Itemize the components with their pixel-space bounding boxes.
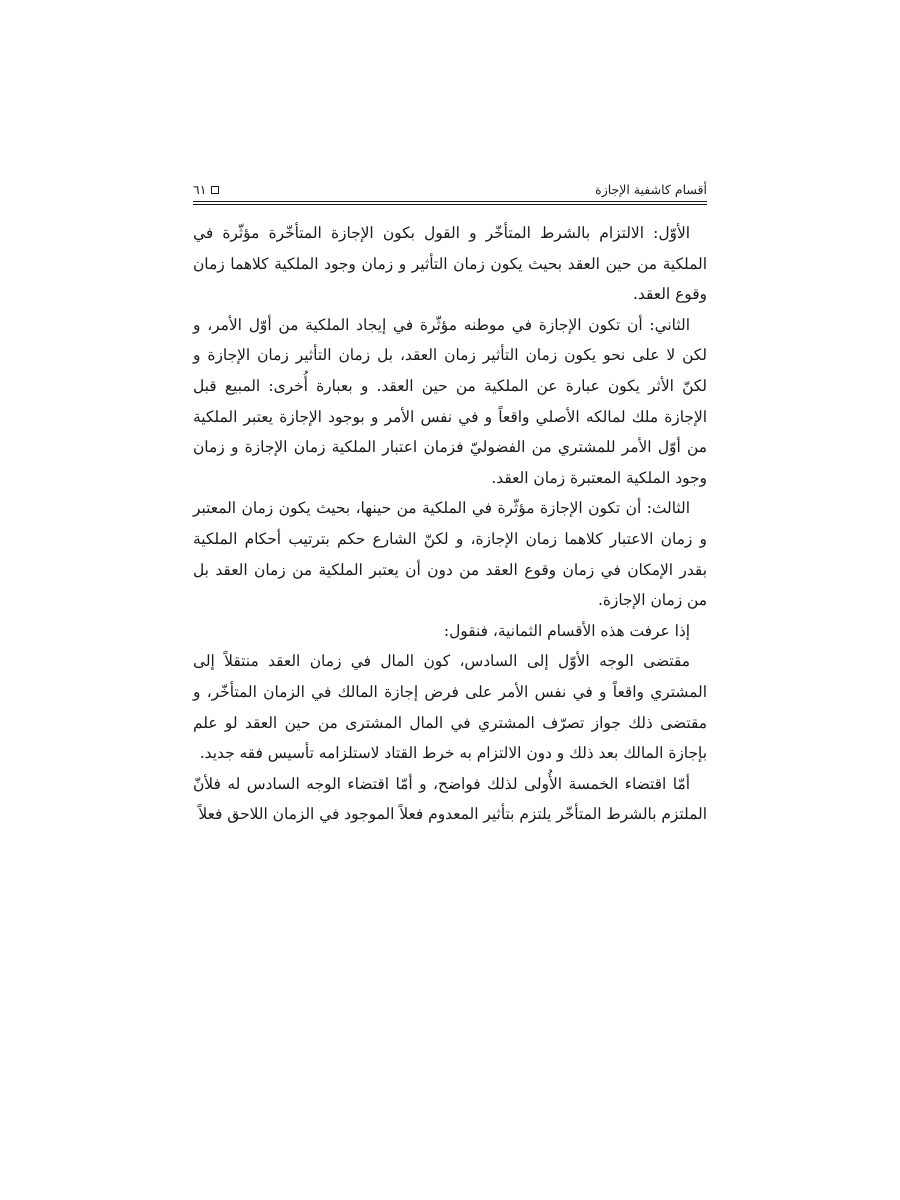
body-text — [193, 218, 707, 830]
square-icon — [211, 186, 219, 194]
running-header — [193, 170, 707, 200]
paragraph-explanation: أمّا اقتضاء الخمسة الأُولى لذلك فواضح، و أمّا اقتضاء الوجه السادس له فلأنّ الملتزم بالشرط المتأخّر يلتزم بتأثير المعدوم فعلاً الموجود في الزمان اللاحق فعلاً — [193, 774, 707, 824]
paragraph-first: الأوّل: الالتزام بالشرط المتأخّر و القول بكون الإجازة المتأخّرة مؤثّرة في الملكية من حين العقد بحيث يكون زمان التأثير و زمان وجود الملكية كلاهما زمان وقوع العقد. — [193, 224, 707, 304]
page-number: ٦١ — [193, 181, 207, 197]
header-rule-thick — [193, 201, 707, 202]
page-number-block — [193, 181, 219, 197]
book-page — [193, 170, 707, 830]
paragraph-second: الثاني: أن تكون الإجازة في موطنه مؤثّرة في إيجاد الملكية من أوّل الأمر، و لكن لا على نحو يكون زمان التأثير زمان العقد، بل زمان التأثير زمان الإجازة و لكنّ الأثر يكون عبارة عن الملكية من حين العقد. و بعبارة أُخرى: المبيع قبل الإجازة ملك لمالكه الأصلي واقعاً و في نفس الأمر و بوجود الإجازة يعتبر الملكية من أوّل الأمر للمشتري من الفضوليّ فزمان اعتبار الملكية زمان الإجازة و زمان وجود الملكية المعتبرة زمان العقد. — [193, 315, 707, 487]
paragraph-third: الثالث: أن تكون الإجازة مؤثّرة في الملكية من حينها، بحيث يكون زمان المعتبر و زمان الاعتبار كلاهما زمان الإجازة، و لكنّ الشارع حكم بترتيب أحكام الملكية بقدر الإمكان في زمان وقوع العقد من دون أن يعتبر الملكية من زمان العقد بل من زمان الإجازة. — [193, 499, 707, 610]
paragraph-intro: إذا عرفت هذه الأقسام الثمانية، فنقول: — [443, 621, 690, 640]
running-title: أقسام كاشفية الإجازة — [595, 181, 707, 197]
paragraph-consequence: مقتضى الوجه الأوّل إلى السادس، كون المال في زمان العقد منتقلاً إلى المشتري واقعاً و في نفس الأمر على فرض إجازة المالك في الزمان المتأخّر، و مقتضى ذلك جواز تصرّف المشتري في المال المشترى من حين العقد لو علم بإجازة المالك بعد ذلك و دون الالتزام به خرط القتاد لاستلزامه تأسيس فقه جديد. — [193, 652, 707, 763]
header-rule-thin — [193, 204, 707, 205]
